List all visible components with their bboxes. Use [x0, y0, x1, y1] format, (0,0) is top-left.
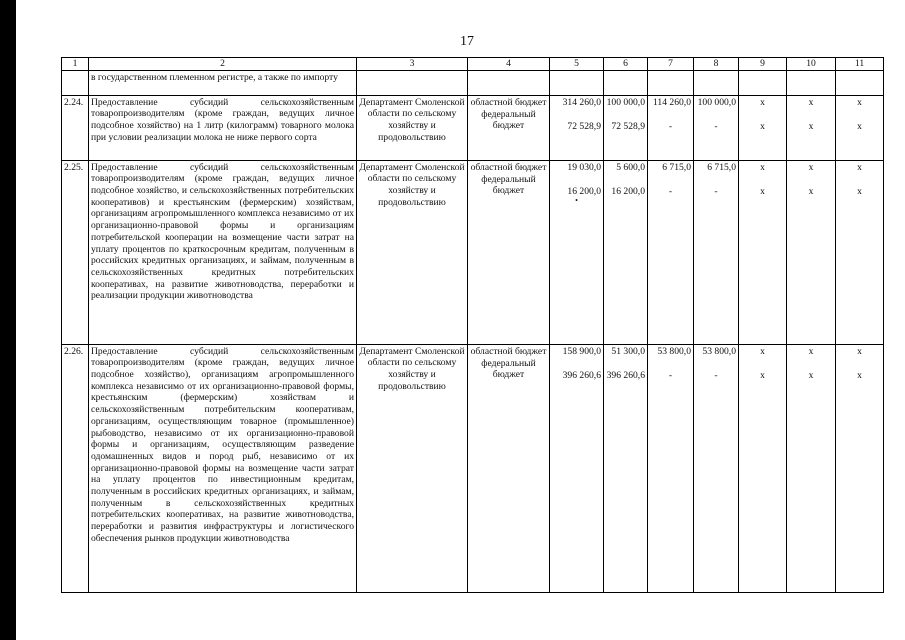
table-row [62, 70, 884, 95]
column-header: 9 [739, 58, 787, 71]
value-cell: 53 800,0 [657, 345, 691, 357]
value-cell: х [808, 161, 814, 173]
value-cell: 16 200,0 [567, 185, 601, 197]
row-department: Департамент Смоленской области по сельскому хозяйству и продовольствию [357, 95, 468, 160]
row-description: Предоставление субсидий сельскохозяйственным товаропроизводителям (кроме граждан, ведущих личное подсобное хозяйство) на 1 литр (килограмм) товарного молока при условии реализации молока не ниже первого сорта [89, 95, 357, 160]
row-number [62, 70, 89, 95]
value-cell: 396 260,6 [562, 369, 601, 381]
value-cell: х [760, 369, 765, 381]
value-cell: х [857, 345, 862, 357]
column-header: 7 [648, 58, 694, 71]
value-cell: х [760, 345, 765, 357]
row-number: 2.25. [62, 160, 89, 344]
value-cell: х [808, 185, 814, 197]
value-cell: 5 600,0 [616, 161, 645, 173]
value-cell: х [857, 96, 862, 108]
value-cell: 72 528,9 [567, 120, 601, 132]
value-cell: х [808, 345, 814, 357]
value-cell: 100 000,0 [606, 96, 645, 108]
value-cell: - [668, 369, 673, 381]
page-number: 17 [460, 34, 474, 49]
header-row [62, 58, 884, 71]
value-cell: х [760, 96, 765, 108]
value-cell: 158 900,0 [562, 345, 601, 357]
value-cell: 53 800,0 [702, 345, 736, 357]
value-cell: 51 300,0 [611, 345, 645, 357]
value-cell: х [808, 369, 814, 381]
value-cell: 6 715,0 [662, 161, 691, 173]
column-header: 6 [604, 58, 648, 71]
value-cell: - [668, 120, 673, 132]
value-cell: х [760, 185, 765, 197]
source-federal: федеральный бюджет [481, 357, 536, 381]
value-cell: 19 030,0 [567, 161, 601, 173]
value-cell: х [760, 120, 765, 132]
column-header: 4 [468, 58, 550, 71]
row-description: Предоставление субсидий сельскохозяйственным товаропроизводителям (кроме граждан, ведущих личное подсобное хозяйство), организациям агропромышленного комплекса независимо от их организационно-правовой формы, крестьянским (фермерским) хозяйствам и сельскохозяйственным потребительским кооперативам, организациям, осуществляющим товарное (промышленное) рыбоводство, независимо от их организационно-правовой формы и организациям, осуществляющим разведение одомашненных видов и пород рыб, независимо от их организационно-правовой формы на возмещение части затрат на уплату процентов по инвестиционным кредитам, полученным в российских кредитных организациях, и займам, полученным в сельскохозяйственных кредитных потребительских кооперативах, на развитие животноводства, переработки и развития инфраструктуры и логистического обеспечения рынков продукции животноводства [89, 344, 357, 592]
value-cell: х [857, 161, 862, 173]
value-cell: 396 260,6 [606, 369, 645, 381]
budget-table [61, 57, 884, 593]
value-cell: 314 260,0 [562, 96, 601, 108]
value-cell: 6 715,0 [707, 161, 736, 173]
source-federal: федеральный бюджет [481, 108, 536, 132]
row-description: Предоставление субсидий сельскохозяйственным товаропроизводителям (кроме граждан, ведущих личное подсобное хозяйство, и сельскохозяйственных потребительских кооперативов) и крестьянским (фермерским) хозяйствам, организациям агропромышленного комплекса независимо от их организационно-правовой формы и организациям потребительской кооперации на возмещение части затрат на уплату процентов по краткосрочным кредитам, полученным в российских кредитных организациях, и займам, полученным в сельскохозяйственных кредитных потребительских кооперативах, на развитие животноводства, переработки и реализации продукции животноводства [89, 160, 357, 344]
row-description: в государственном племенном регистре, а также по импорту [89, 70, 357, 95]
column-header: 8 [694, 58, 739, 71]
scan-dot: • [575, 195, 578, 205]
value-cell: 72 528,9 [611, 120, 645, 132]
column-header: 2 [89, 58, 357, 71]
column-header: 1 [62, 58, 89, 71]
column-header: 3 [357, 58, 468, 71]
table-row [62, 160, 884, 344]
column-header: 5 [550, 58, 604, 71]
table-row [62, 95, 884, 160]
value-cell: 114 260,0 [652, 96, 691, 108]
value-cell: 16 200,0 [611, 185, 645, 197]
row-department: Департамент Смоленской области по сельскому хозяйству и продовольствию [357, 344, 468, 592]
table-row [62, 344, 884, 592]
value-cell: х [857, 369, 862, 381]
source-regional: областной бюджет [470, 345, 547, 357]
value-cell: - [668, 185, 673, 197]
value-cell: - [714, 120, 718, 132]
source-regional: областной бюджет [470, 96, 547, 108]
value-cell: х [857, 185, 862, 197]
source-federal: федеральный бюджет [481, 173, 536, 197]
column-header: 10 [787, 58, 836, 71]
value-cell: х [760, 161, 765, 173]
value-cell: - [714, 369, 718, 381]
row-department: Департамент Смоленской области по сельскому хозяйству и продовольствию [357, 160, 468, 344]
row-number: 2.24. [62, 95, 89, 160]
source-regional: областной бюджет [470, 161, 547, 173]
value-cell: - [714, 185, 718, 197]
column-header: 11 [836, 58, 884, 71]
scan-edge-bar [0, 0, 16, 640]
value-cell: х [857, 120, 862, 132]
value-cell: 100 000,0 [697, 96, 736, 108]
value-cell: х [808, 120, 814, 132]
value-cell: х [808, 96, 814, 108]
row-number: 2.26. [62, 344, 89, 592]
